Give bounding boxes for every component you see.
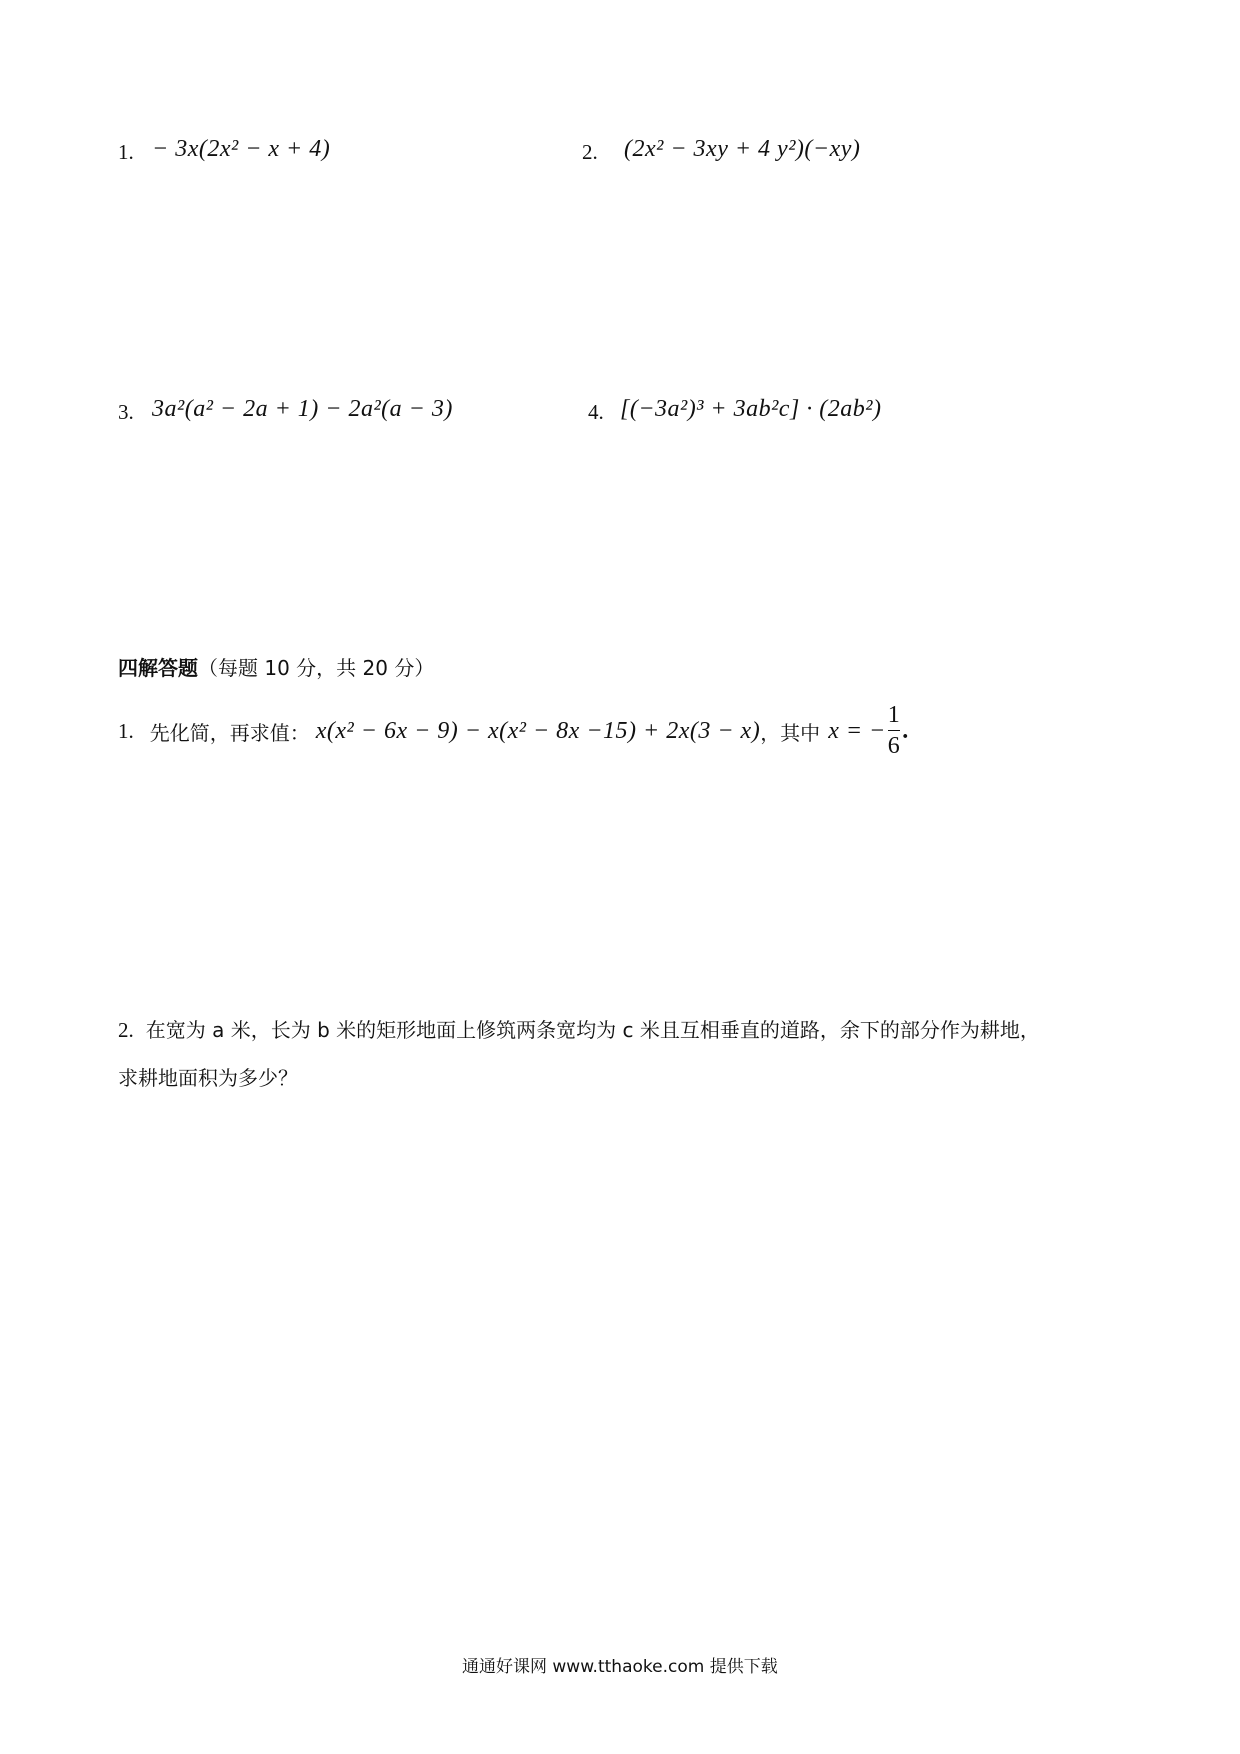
item-2-number: 2. xyxy=(582,140,598,164)
question-2-line-1: 在宽为 a 米，长为 b 米的矩形地面上修筑两条宽均为 c 米且互相垂直的道路，余下的部分作为耕地， xyxy=(145,1018,1040,1042)
question-1 xyxy=(118,702,909,760)
question-1-condition-text: ，其中 xyxy=(760,720,821,745)
fraction-numerator: 1 xyxy=(887,702,901,728)
item-4-number: 4. xyxy=(588,400,604,424)
question-2-line-2: 求耕地面积为多少？ xyxy=(118,1066,298,1090)
fraction-denominator: 6 xyxy=(888,730,901,761)
question-1-fraction xyxy=(888,702,901,760)
question-1-number: 1. xyxy=(118,718,134,743)
item-3-number: 3. xyxy=(118,400,134,424)
section-heading-title: 四解答题 xyxy=(118,656,198,680)
question-1-prefix: 先化简，再求值： xyxy=(149,720,310,745)
item-1-number: 1. xyxy=(118,140,134,164)
question-1-end: . xyxy=(902,717,909,744)
question-1-expression: x(x² − 6x − 9) − x(x² − 8x −15) + 2x(3 − x) xyxy=(315,717,761,744)
section-heading-note: （每题 10 分，共 20 分） xyxy=(198,656,435,680)
question-2 xyxy=(118,1014,1040,1043)
question-2-number: 2. xyxy=(118,1018,134,1042)
item-4-expression: [(−3a²)³ + 3ab²c] · (2ab²) xyxy=(620,396,882,422)
question-1-condition-var: x = − xyxy=(828,717,886,744)
section-heading xyxy=(118,652,434,681)
item-1-expression: − 3x(2x² − x + 4) xyxy=(152,136,331,162)
item-2-expression: (2x² − 3xy + 4 y²)(−xy) xyxy=(624,136,861,162)
page-footer: 通通好课网 www.tthaoke.com 提供下载 xyxy=(462,1657,778,1677)
item-3-expression: 3a²(a² − 2a + 1) − 2a²(a − 3) xyxy=(152,396,453,422)
